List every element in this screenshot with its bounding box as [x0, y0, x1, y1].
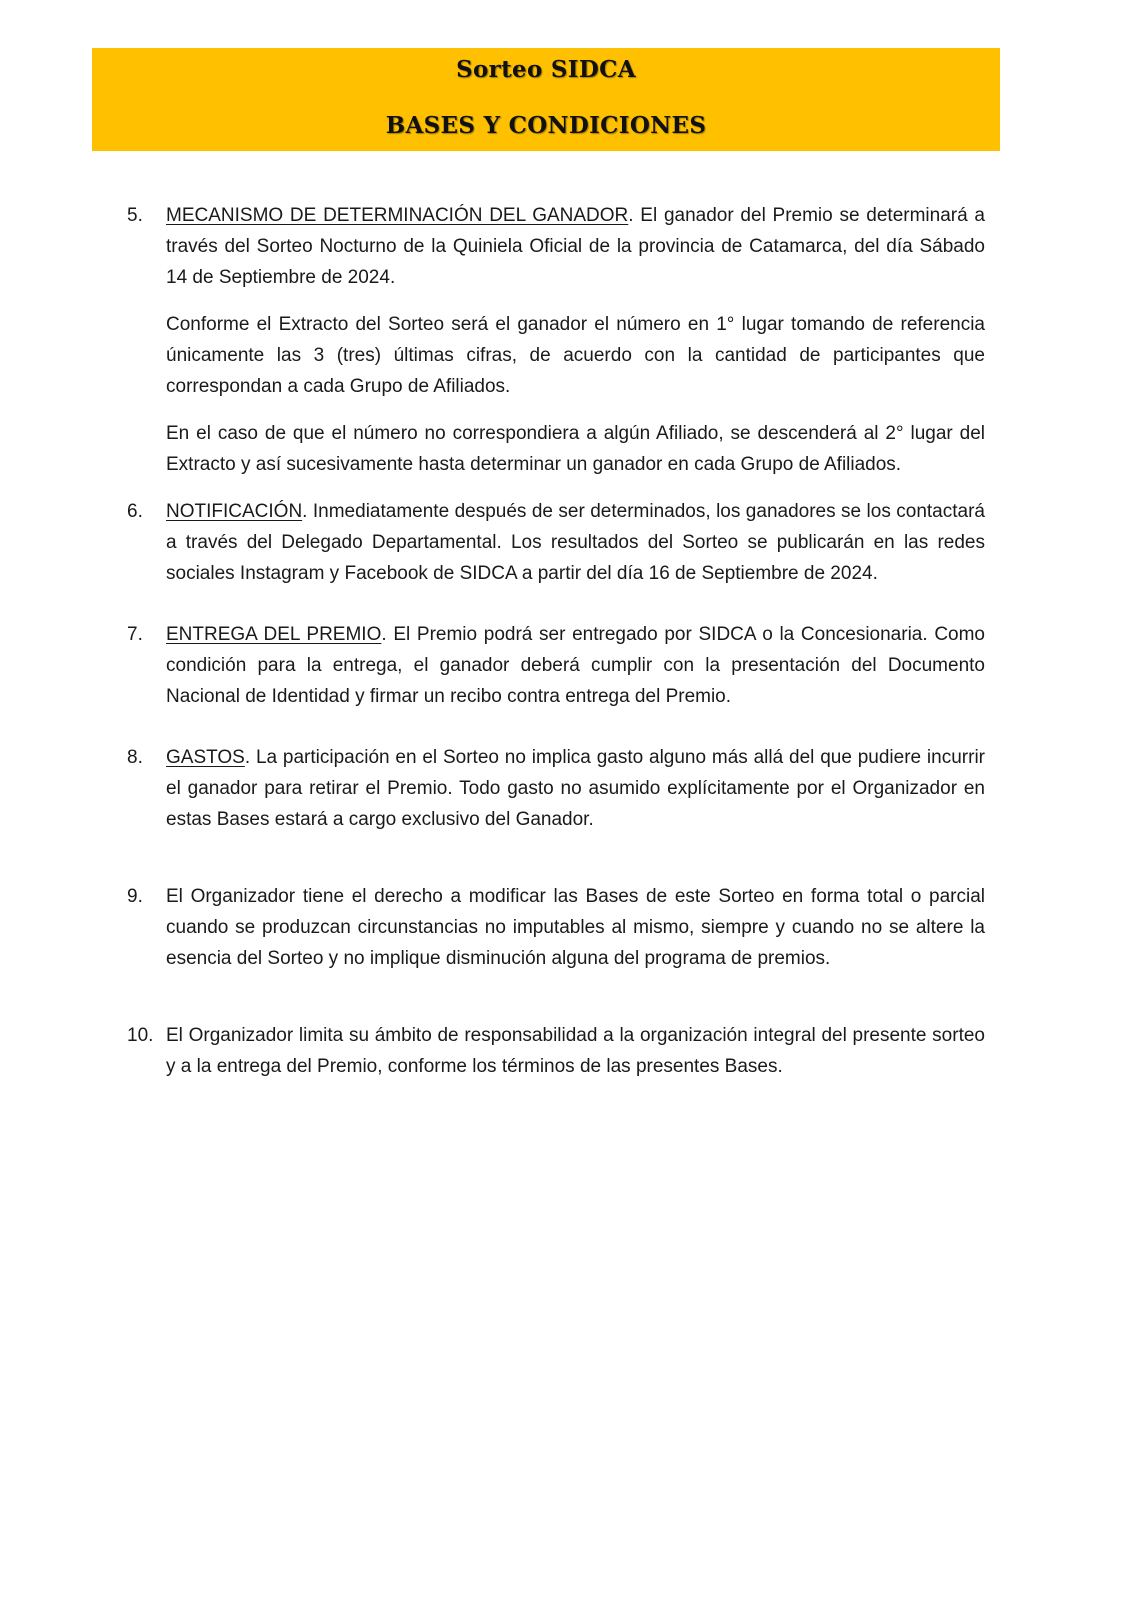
- clause-paragraph: [166, 742, 985, 835]
- clause-paragraph: [166, 200, 985, 293]
- clause-text: . Inmediatamente después de ser determinados, los ganadores se los contactará a través del Delegado Departamental. Los resultados del Sorteo se publicarán en las redes sociales Instagram y Facebook de SIDCA a partir del día 16 de Septiembre de 2024.: [166, 501, 985, 584]
- clause-heading: ENTREGA DEL PREMIO: [166, 624, 382, 645]
- document-title: Sorteo SIDCA: [456, 56, 636, 83]
- clause-heading: GASTOS: [166, 747, 245, 768]
- clause-number: 7.: [127, 624, 143, 645]
- clause-paragraph: El Organizador tiene el derecho a modificar las Bases de este Sorteo en forma total o parcial cuando se produzcan circunstancias no imputables al mismo, siempre y cuando no se altere la esencia del Sorteo y no implique disminución alguna del programa de premios.: [166, 886, 985, 969]
- clause-8: [127, 742, 985, 835]
- clause-10: [127, 1020, 985, 1082]
- clause-text: . La participación en el Sorteo no implica gasto alguno más allá del que pudiere incurrir el ganador para retirar el Premio. Todo gasto no asumido explícitamente por el Organizador en estas Bases estará a cargo exclusivo del Ganador.: [166, 747, 985, 830]
- clause-number: 9.: [127, 886, 143, 907]
- clause-paragraph: El Organizador limita su ámbito de responsabilidad a la organización integral del presente sorteo y a la entrega del Premio, conforme los términos de las presentes Bases.: [166, 1025, 985, 1077]
- clause-9: [127, 881, 985, 974]
- clause-heading: NOTIFICACIÓN: [166, 501, 303, 522]
- clauses-list: [127, 200, 985, 1082]
- clause-paragraph: [166, 619, 985, 712]
- clause-text: . El Premio podrá ser entregado por SIDCA o la Concesionaria. Como condición para la entrega, el ganador deberá cumplir con la presentación del Documento Nacional de Identidad y firmar un recibo contra entrega del Premio.: [166, 624, 986, 707]
- clause-heading: MECANISMO DE DETERMINACIÓN DEL GANADOR: [166, 205, 629, 226]
- header-banner: [92, 48, 1000, 151]
- clause-paragraph: En el caso de que el número no correspondiera a algún Afiliado, se descenderá al 2° lugar del Extracto y así sucesivamente hasta determinar un ganador en cada Grupo de Afiliados.: [166, 423, 985, 475]
- clause-number: 10.: [127, 1025, 154, 1046]
- clause-text: . El ganador del Premio se determinará a través del Sorteo Nocturno de la Quiniela Oficial de la provincia de Catamarca, del día Sábado 14 de Septiembre de 2024.: [166, 205, 985, 288]
- clause-number: 5.: [127, 205, 143, 226]
- clause-number: 8.: [127, 747, 143, 768]
- clause-number: 6.: [127, 501, 143, 522]
- clause-5: [127, 200, 985, 480]
- clause-6: [127, 496, 985, 589]
- clause-7: [127, 619, 985, 712]
- document-subtitle: BASES Y CONDICIONES: [385, 112, 707, 139]
- clause-paragraph: [166, 496, 985, 589]
- clause-paragraph: Conforme el Extracto del Sorteo será el ganador el número en 1° lugar tomando de referencia únicamente las 3 (tres) últimas cifras, de acuerdo con la cantidad de participantes que correspondan a cada Grupo de Afiliados.: [166, 314, 985, 397]
